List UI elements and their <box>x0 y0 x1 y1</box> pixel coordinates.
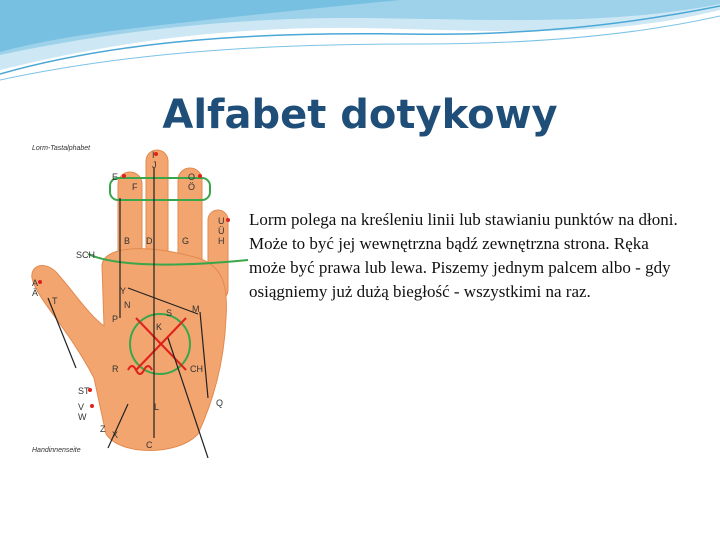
dot-marker <box>154 152 158 156</box>
dot-marker <box>90 404 94 408</box>
letter-u: U <box>218 216 225 226</box>
figure-caption-top: Lorm-Tastalphabet <box>32 145 91 152</box>
dot-marker <box>122 174 126 178</box>
letter-e: E <box>112 172 119 182</box>
letter-s: S <box>166 308 173 318</box>
dot-marker <box>198 174 202 178</box>
letter-a: A <box>32 278 39 288</box>
letter-n: N <box>124 300 131 310</box>
header-wave-banner <box>0 0 720 90</box>
letter-i: I <box>152 150 155 160</box>
slide-title: Alfabet dotykowy <box>162 92 558 138</box>
letter-p: P <box>112 314 119 324</box>
letter-c: C <box>146 440 153 450</box>
letter-k: K <box>156 322 163 332</box>
letter-st: ST <box>78 386 90 396</box>
dot-marker <box>226 218 230 222</box>
letter-x: X <box>112 430 119 440</box>
letter-o: O <box>188 172 196 182</box>
letter-d: D <box>146 236 153 246</box>
letter-u-umlaut: Ü <box>218 226 225 236</box>
letter-t: T <box>52 296 58 306</box>
letter-f: F <box>132 182 138 192</box>
letter-g: G <box>182 236 190 246</box>
letter-b: B <box>124 236 131 246</box>
letter-o-umlaut: Ö <box>188 182 196 192</box>
letter-w: W <box>78 412 87 422</box>
letter-sch: SCH <box>76 250 96 260</box>
letter-m: M <box>192 304 200 314</box>
letter-l: L <box>154 402 160 412</box>
figure-caption-bottom: Handinnenseite <box>32 447 81 454</box>
letter-a-umlaut: Ä <box>32 288 39 298</box>
letter-r: R <box>112 364 119 374</box>
letter-z: Z <box>100 424 106 434</box>
letter-v: V <box>78 402 85 412</box>
dot-marker <box>38 280 42 284</box>
slide-body-text: Lorm polega na kreśleniu linii lub stawianiu punktów na dłoni. Może to być jej wewnętrzna bądź zewnętrzna strona. Ręka może być prawa lub lewa. Piszemy jednym palcem albo - gdy osiągniemy już dużą biegłość - wszystkimi na raz. <box>249 210 678 301</box>
letter-q: Q <box>216 398 224 408</box>
letter-h: H <box>218 236 225 246</box>
letter-j: J <box>152 160 157 170</box>
lorm-hand-diagram <box>28 138 250 458</box>
letter-y: Y <box>120 286 127 296</box>
letter-ch: CH <box>190 364 203 374</box>
